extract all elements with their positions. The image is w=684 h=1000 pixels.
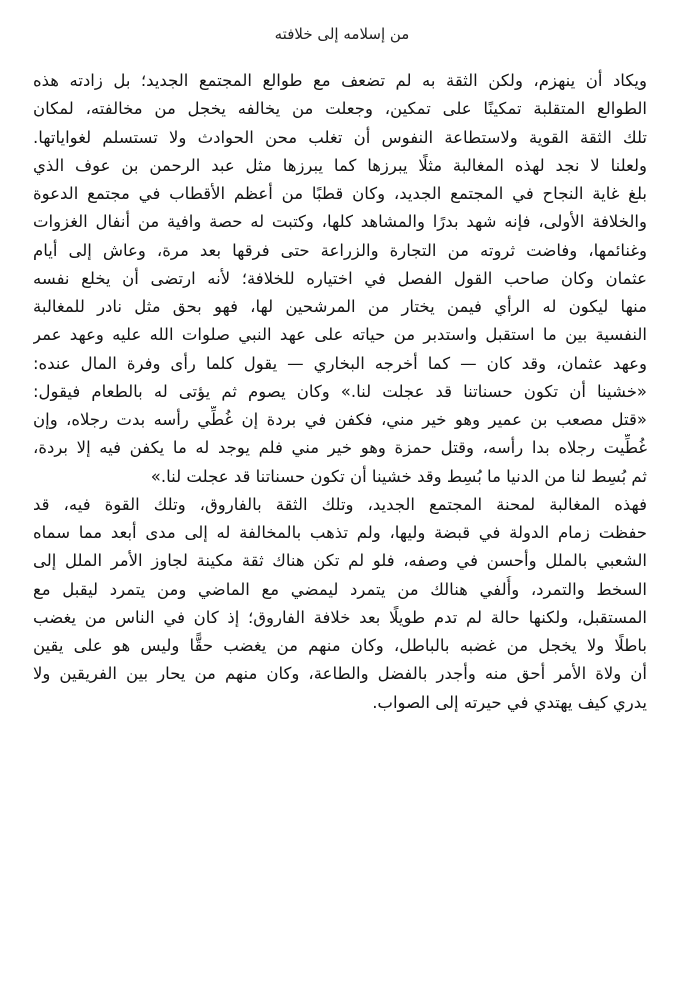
text-line: بلغ غاية النجاح في المجتمع الجديد، وكان قطبًا من أعظم الأقطاب في مجتمع الدعوة [33, 184, 647, 203]
text-line: يدري كيف يهتدي في حيرته إلى الصواب. [372, 692, 647, 712]
text-line: والخلافة الأولى، فإنه شهد بدرًا والمشاهد كلها، وكتبت له حصة وافية من أنفال الغزوات [33, 212, 647, 232]
text-line: ثم بُسِط لنا من الدنيا ما بُسِط وقد خشينا أن تكون حسناتنا قد عجلت لنا.» [150, 466, 647, 486]
text-line: عثمان وكان صاحب القول الفصل في اختياره للخلافة؛ لأنه ارتضى أن يخلع نفسه [33, 268, 647, 288]
text-line: حفظت زمام الدولة في قبضة وليها، ولم تذهب بالمخالفة له إلى مدى أبعد مما سماه [33, 523, 647, 542]
text-line: «قتل مصعب بن عمير وهو خير مني، فكفن في بردة إن غُطِّي رأسه بدت رجلاه، وإن [33, 410, 647, 429]
text-line: ويكاد أن ينهزم، ولكن الثقة به لم تضعف مع طوالع المجتمع الجديد؛ بل زادته هذه [33, 71, 647, 90]
text-line: تلك الثقة القوية ولاستطاعة النفوس أن تغلب محن الحوادث ولا تستسلم لغواياتها. [33, 127, 647, 147]
text-line: وعهد عثمان، وقد كان — كما أخرجه البخاري — يقول كلما رأى وفرة المال عنده: [33, 353, 647, 373]
text-line: النفسية بين ما استقبل واستدبر من حياته على عهد النبي صلوات الله عليه وعهد عمر [33, 325, 647, 345]
text-line: السخط والتمرد، وأُلفي هنالك من يتمرد ليمضي مع الماضي ومن يتمرد ليقبل مع [33, 579, 647, 599]
text-line: وغنائمها، وفاضت ثروته من التجارة والزراعة حتى فرقها بعد مرة، وعاش إلى أيام [33, 240, 647, 260]
text-line: غُطِّيت رجلاه بدا رأسه، وقتل حمزة وهو خير مني فلم يوجد له ما يكفن فيه إلا بردة، [33, 438, 647, 458]
text-line: الشعبي بالملل وأحسن في وصفه، فلو لم تكن هناك ثقة مكينة لجاوز الأمر الملل إلى [33, 551, 647, 571]
text-line: المستقبل، ولكنها حالة لم تدم طويلًا بعد خلافة الفاروق؛ إذ كان في الناس من يغضب [33, 607, 647, 627]
text-line: فهذه المغالبة لمحنة المجتمع الجديد، وتلك الثقة بالفاروق، وتلك القوة فيه، قد [33, 494, 647, 514]
running-header: من إسلامه إلى خلافته [274, 25, 410, 43]
text-line: منها ليكون له الرأي فيمن يختار من المرشحين لها، فهو بحق مثل نادر للمغالبة [33, 297, 647, 316]
text-line: ولعلنا لا نجد لهذه المغالبة مثلًا يبرزها كما يبرزها مثل عبد الرحمن بن عوف الذي [33, 155, 647, 175]
text-line: أن ولاة الأمر أحق منه وأجدر بالفضل والطاعة، وكان منهم من يحار بين الفريقين ولا [33, 664, 647, 684]
text-line: باطلًا ولا يخجل من غضبه بالباطل، وكان منهم من يغضب حقًّا وليس هو على يقين [33, 636, 647, 655]
text-body [33, 67, 647, 717]
text-line: الطوالع المتقلبة تمكينًا على تمكين، وجعلت من يخالفه يخجل من مخالفته، لمكان [33, 99, 647, 119]
text-line: «خشينا أن تكون حسناتنا قد عجلت لنا.» وكان يصوم ثم يؤتى له بالطعام فيقول: [33, 381, 647, 401]
